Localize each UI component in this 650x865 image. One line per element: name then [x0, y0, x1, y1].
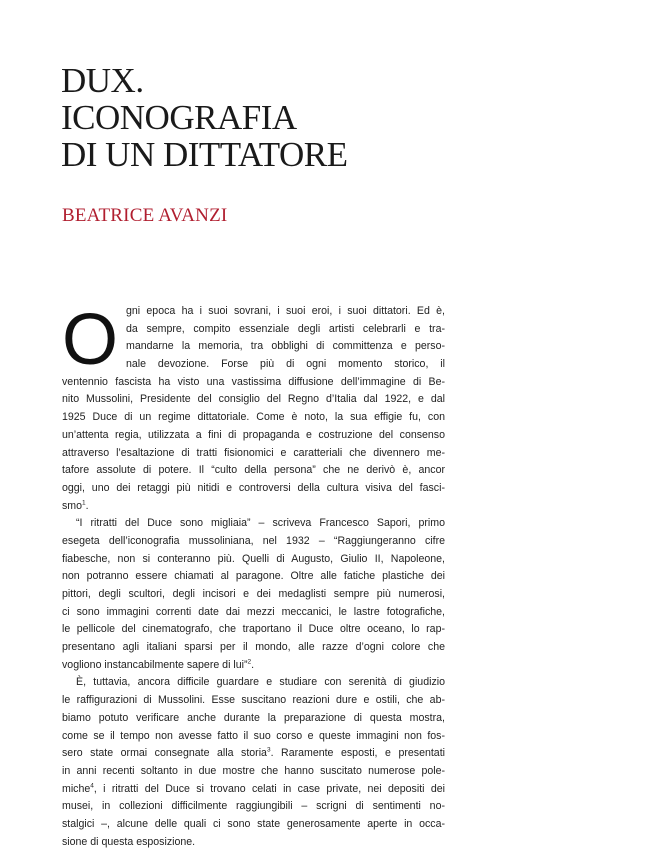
text-line — [62, 745, 445, 763]
text-line: biamo potuto verificare anche durante la preparazione di questa mostra, — [62, 711, 445, 724]
footnote-ref: 1 — [82, 499, 86, 507]
text-fragment: vogliono instancabilmente sapere di lui” — [62, 658, 248, 671]
text-line: ventennio fascista ha visto una vastissima diffusione dell’immagine di Be- — [62, 375, 445, 388]
title-line: ICONOGRAFIA — [61, 98, 297, 137]
text-fragment: smo — [62, 499, 83, 512]
chapter-title — [61, 62, 348, 173]
text-fragment: sero state ormai consegnate alla storia — [62, 747, 267, 760]
text-line: esegeta dell’iconografia mussoliniana, nel 1932 – “Raggiungeranno cifre — [62, 534, 445, 547]
text-fragment: miche — [62, 782, 91, 795]
text-fragment: . — [85, 499, 89, 512]
footnote-ref: 2 — [247, 658, 252, 666]
text-line: attraverso l’esaltazione di tratti fisionomici e caratteriali che divennero me- — [62, 446, 445, 459]
text-line: presentano agli italiani sparsi per il mondo, alle razze d’ogni colore che — [62, 641, 445, 654]
text-line: tafore assolute di potere. Il “culto della persona” che ne derivò è, ancor — [62, 464, 445, 477]
text-line — [62, 498, 445, 516]
text-fragment: . Raramente esposti, e presentati — [270, 747, 445, 760]
text-line: da sempre, compito essenziale degli artisti celebrarli e tra- — [126, 322, 445, 335]
text-line — [62, 781, 445, 799]
text-fragment: . — [251, 658, 255, 671]
text-fragment: , i ritratti del Duce si trovano celati in case private, nei depositi dei — [93, 782, 445, 795]
text-line: nale devozione. Forse più di ogni momento storico, il — [126, 358, 445, 371]
text-line: “I ritratti del Duce sono migliaia” – scriveva Francesco Sapori, primo — [76, 517, 445, 530]
text-line: nito Mussolini, Presidente del consiglio del Regno d’Italia dal 1922, e dal — [62, 393, 445, 406]
text-line: È, tuttavia, ancora difficile guardare e studiare con serenità di giudizio — [76, 676, 445, 689]
text-line: non potranno essere chiamati al paragone. Oltre alle fatiche plastiche dei — [62, 570, 445, 583]
text-line: un’attenta regia, utilizzata a fini di propaganda e costruzione del consenso — [62, 428, 445, 441]
text-line: le raffigurazioni di Mussolini. Esse suscitano reazioni dure e ostili, che ab- — [62, 694, 445, 707]
text-line — [62, 657, 445, 675]
text-line: sione di questa esposizione. — [62, 835, 196, 848]
text-line: 1925 Duce di un regime dittatoriale. Come è noto, la sua effigie fu, con — [62, 411, 445, 424]
paragraph — [62, 515, 445, 674]
text-line: pittori, degli scultori, degli incisori e dei medaglisti sempre più numerosi, — [62, 588, 445, 600]
text-line: come se il tempo non avesse fatto il suo corso e queste immagini non fos- — [62, 729, 445, 742]
title-line: DUX. — [61, 61, 144, 100]
paragraph — [62, 300, 445, 515]
footnote-ref: 4 — [90, 782, 94, 790]
text-line: fiabesche, non si conteranno più. Quelli di Augusto, Giulio II, Napoleone, — [62, 552, 445, 565]
text-line: ci sono immagini correnti date dai mezzi meccanici, le lastre fotografiche, — [62, 605, 445, 618]
text-line: in anni recenti soltanto in due mostre che hanno suscitato numerose pole- — [62, 764, 445, 777]
title-line: DI UN DITTATORE — [61, 135, 348, 174]
text-line: le pellicole del cinematografo, che traportano il Duce oltre oceano, lo rap- — [62, 623, 445, 636]
text-line: oggi, uno dei retaggi più nitidi e controversi della cultura visiva del fasci- — [62, 481, 445, 494]
text-line: mandarne la memoria, tra obblighi di committenza e perso- — [126, 340, 445, 353]
text-line: gni epoca ha i suoi sovrani, i suoi eroi, i suoi dittatori. Ed è, — [126, 305, 445, 317]
body-text — [62, 300, 445, 851]
text-line: musei, in collezioni difficilmente raggiungibili – scrigni di sentimenti no- — [62, 800, 445, 813]
footnote-ref: 3 — [266, 746, 271, 754]
author-name: BEATRICE AVANZI — [62, 205, 228, 226]
drop-cap: O — [62, 300, 119, 380]
text-line: stalgici –, alcune delle quali ci sono state generosamente aperte in occa- — [62, 817, 445, 830]
paragraph — [62, 674, 445, 851]
